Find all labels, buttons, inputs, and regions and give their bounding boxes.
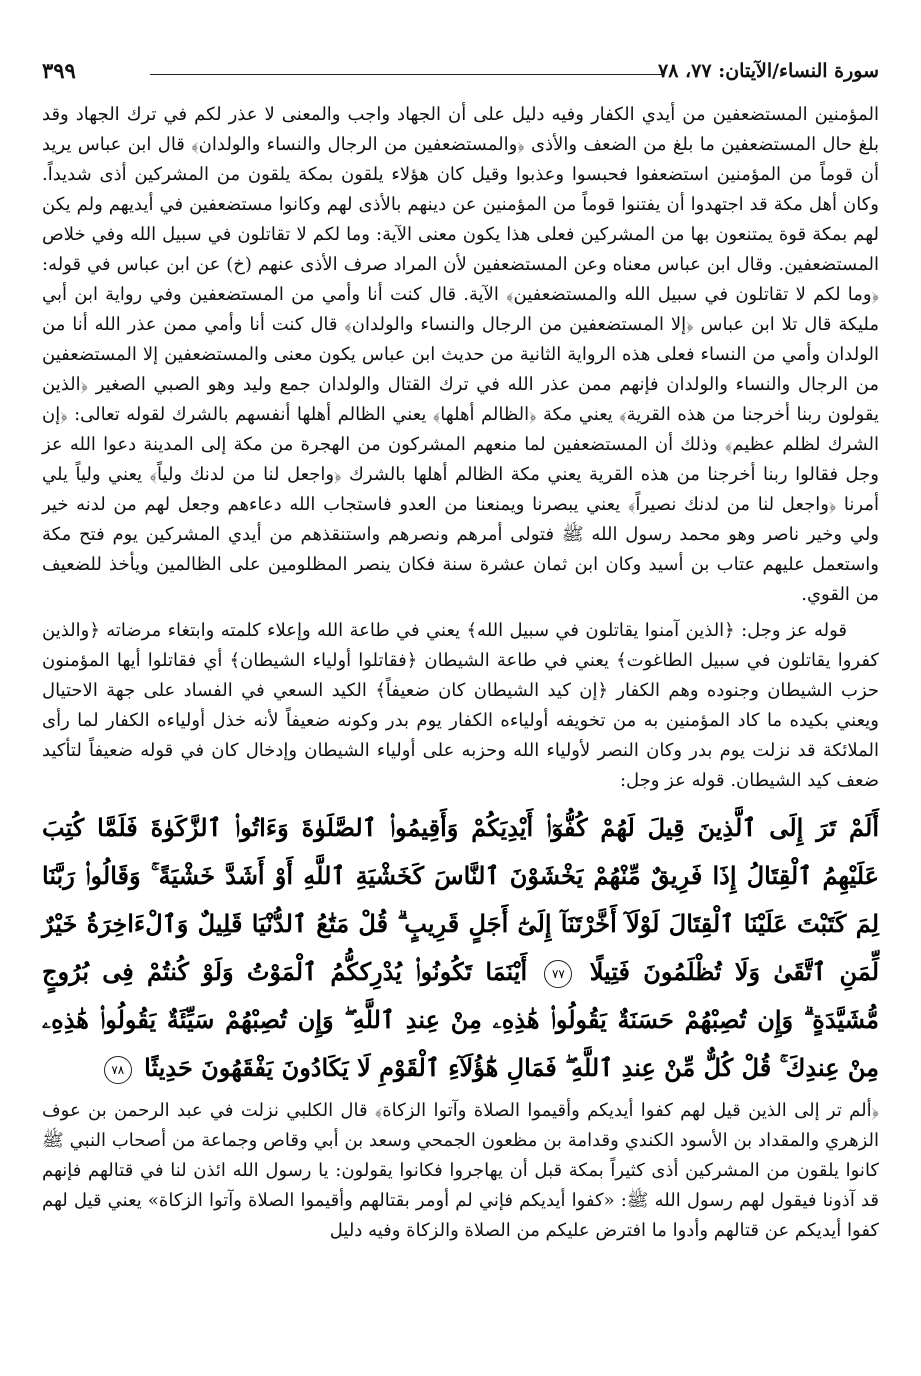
tafsir-commentary: ﴿ألم تر إلى الذين قيل لهم كفوا أيديكم وأقيموا الصلاة وآتوا الزكاة﴾ قال الكلبي نزلت في عبد الرحمن بن عوف الزهري والمقداد بن الأسود الكندي وقدامة بن مظعون الجمحي وسعد بن أبي وقاص وجماعة من أصحاب النبي ﷺ كانوا يلقون من المشركين أذى كثيراً بمكة قبل أن يهاجروا فكانوا يقولون: يا رسول الله ائذن لنا في قتالهم فإنهم قد آذونا فيقول لهم رسول الله ﷺ: «كفوا أيديكم فإني لم أومر بقتالهم وأقيموا الصلاة وآتوا الزكاة» يعني قيل لهم كفوا أيديكم عن قتالهم وأدوا ما افترض عليكم من الصلاة والزكاة وفيه دليل — [42, 1100, 879, 1241]
ayah-number-marker: ٧٧ — [544, 960, 572, 988]
tafsir-paragraph: المؤمنين المستضعفين من أيدي الكفار وفيه دليل على أن الجهاد واجب والمعنى لا عذر لكم في ترك الجهاد وقد بلغ حال المستضعفين ما بلغ من الضعف والأذى ﴿والمستضعفين من الرجال والنساء والولدان﴾ قال ابن عباس يريد أن قوماً من المؤمنين استضعفوا فحبسوا وعذبوا وقيل كان هؤلاء يلقون بمكة يلقون من المشركين أذى شديداً. وكان أهل مكة قد اجتهدوا أن يفتنوا قوماً من المؤمنين عن دينهم بالأذى لهم وكانوا مستضعفين في أيديهم ولم يكن لهم بمكة قوة يمتنعون بها من المشركين فعلى هذا يكون معنى الآية: وما لكم لا تقاتلون في سبيل الله وفي خلاص المستضعفين. وقال ابن عباس معناه وعن المستضعفين لأن المراد صرف الأذى عنهم (خ) عن ابن عباس في قوله: ﴿وما لكم لا تقاتلون في سبيل الله والمستضعفين﴾ الآية. قال كنت أنا وأمي من المستضعفين وفي رواية ابن أبي مليكة قال تلا ابن عباس ﴿إلا المستضعفين من الرجال والنساء والولدان﴾ قال كنت أنا وأمي ممن عذر الله أنا من الولدان وأمي من النساء فعلى هذه الرواية الثانية من حديث ابن عباس يكون معنى والمستضعفين إلا المستضعفين من الرجال والنساء والولدان فإنهم ممن عذر الله في ترك القتال والولدان جمع وليد وهو الصبي الصغير ﴿الذين يقولون ربنا أخرجنا من هذه القرية﴾ يعني مكة ﴿الظالم أهلها﴾ يعني الظالم أهلها أنفسهم بالشرك لقوله تعالى: ﴿إن الشرك لظلم عظيم﴾ وذلك أن المستضعفين لما منعهم المشركون من الهجرة من مكة إلى المدينة دعوا الله عز وجل فقالوا ربنا أخرجنا من هذه القرية يعني مكة الظالم أهلها بالشرك ﴿واجعل لنا من لدنك ولياً﴾ يعني ولياً يلي أمرنا ﴿واجعل لنا من لدنك نصيراً﴾ يعني يبصرنا ويمنعنا من العدو فاستجاب الله دعاءهم وجعل لهم من لدنه خير ولي وخير ناصر وهو محمد رسول الله ﷺ فتولى أمرهم ونصرهم واستنقذهم من أيدي المشركين يوم فتح مكة واستعمل عليهم عتاب بن أسيد وكان ابن ثمان عشرة سنة فكان ينصر المظلومين على الظالمين ويأخذ للضعيف من القوي. — [42, 104, 879, 605]
page-number: ٣٩٩ — [42, 58, 76, 83]
running-title: سورة النساء/الآيتان: ٧٧، ٧٨ — [658, 60, 879, 82]
verse-78-text: أَيْنَمَا تَكُونُوا۟ يُدْرِككُّمُ ٱلْمَوْتُ وَلَوْ كُنتُمْ فِى بُرُوجٍ مُّشَيَّدَةٍ ۗ وَإِن تُصِبْهُمْ حَسَنَةٌ يَقُولُوا۟ هَٰذِهِۦ مِنْ عِندِ ٱللَّهِ ۖ وَإِن تُصِبْهُمْ سَيِّئَةٌ يَقُولُوا۟ هَٰذِهِۦ مِنْ عِندِكَ ۚ قُلْ كُلٌّ مِّنْ عِندِ ٱللَّهِ ۖ فَمَالِ هَٰٓؤُلَآءِ ٱلْقَوْمِ لَا يَكَادُونَ يَفْقَهُونَ حَدِيثًا — [42, 957, 879, 1082]
header-rule — [150, 74, 664, 75]
tafsir-paragraph: قوله عز وجل: ﴿الذين آمنوا يقاتلون في سبيل الله﴾ يعني في طاعة الله وإعلاء كلمته وابتغاء مرضاته ﴿والذين كفروا يقاتلون في سبيل الطاغوت﴾ يعني في طاعة الشيطان ﴿فقاتلوا أولياء الشيطان﴾ أي فقاتلوا أيها المؤمنون حزب الشيطان وجنوده وهم الكفار ﴿إن كيد الشيطان كان ضعيفاً﴾ الكيد السعي في الفساد على جهة الاحتيال ويعني بكيده ما كاد المؤمنين به من تخويفه أولياءه الكفار يوم بدر وكونه ضعيفاً لأنه خذل أولياءه الكفار لما رأى الملائكة قد نزلت يوم بدر وكان النصر لأولياء الله وحزبه على أولياء الشيطان وإدخال كان في قوله ضعيفاً لتأكيد ضعف كيد الشيطان. قوله عز وجل: — [42, 620, 879, 791]
verse-77-text: أَلَمْ تَرَ إِلَى ٱلَّذِينَ قِيلَ لَهُمْ كُفُّوٓا۟ أَيْدِيَكُمْ وَأَقِيمُوا۟ ٱلصَّلَوٰةَ وَءَاتُوا۟ ٱلزَّكَوٰةَ فَلَمَّا كُتِبَ عَلَيْهِمُ ٱلْقِتَالُ إِذَا فَرِيقٌ مِّنْهُمْ يَخْشَوْنَ ٱلنَّاسَ كَخَشْيَةِ ٱللَّهِ أَوْ أَشَدَّ خَشْيَةً ۚ وَقَالُوا۟ رَبَّنَا لِمَ كَتَبْتَ عَلَيْنَا ٱلْقِتَالَ لَوْلَآ أَخَّرْتَنَآ إِلَىٰٓ أَجَلٍ قَرِيبٍ ۗ قُلْ مَتَٰعُ ٱلدُّنْيَا قَلِيلٌ وَٱلْءَاخِرَةُ خَيْرٌ لِّمَنِ ٱتَّقَىٰ وَلَا تُظْلَمُونَ فَتِيلًا — [42, 813, 880, 986]
ayah-number-marker: ٧٨ — [104, 1056, 132, 1084]
page-body — [42, 100, 879, 1246]
quran-verses — [42, 804, 879, 1092]
page-header — [42, 60, 879, 94]
